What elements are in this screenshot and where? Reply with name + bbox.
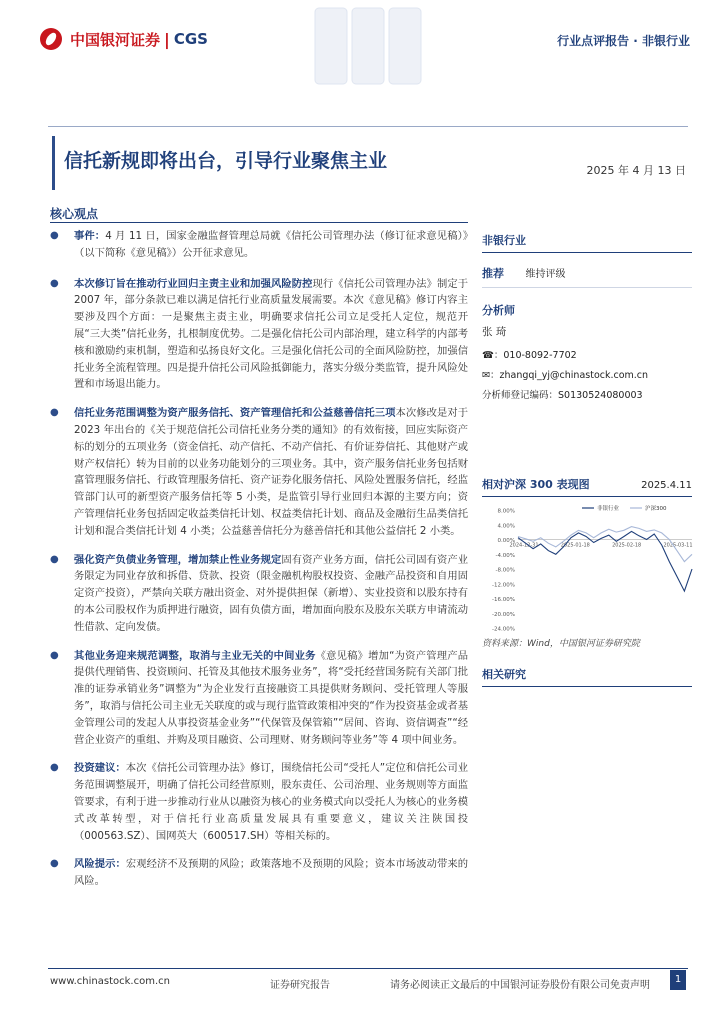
- bullet-icon: ●: [50, 230, 59, 241]
- main-content: [48, 222, 468, 890]
- paragraph-scope: [48, 405, 468, 539]
- paragraph-lead: 本次修订旨在推动行业回归主责主业和加强风险防控: [74, 277, 313, 290]
- x-tick-label: 2025-02-18: [612, 542, 642, 549]
- related-divider: [482, 686, 692, 687]
- rating-row: [482, 265, 692, 281]
- galaxy-logo-icon: [40, 28, 62, 50]
- analyst-name: 张 琦: [482, 326, 507, 338]
- logo-cn: 中国银河证券: [70, 30, 161, 49]
- related-heading: 相关研究: [482, 668, 526, 681]
- y-tick-label: -16.00%: [492, 597, 515, 603]
- paragraph-lead: 其他业务迎来规范调整，取消与主业无关的中间业务: [74, 649, 316, 662]
- chart-source: 资料来源：Wind，中国银河证券研究院: [482, 639, 640, 649]
- paragraph-lead: 投资建议：: [74, 762, 126, 775]
- bullet-icon: ●: [50, 762, 59, 774]
- y-tick-label: -8.00%: [495, 567, 515, 574]
- email-icon: ✉: [482, 370, 490, 381]
- chart-heading: 相对沪深 300 表现图: [482, 478, 590, 491]
- y-tick-label: 4.00%: [497, 523, 515, 530]
- bullet-icon: ●: [50, 277, 59, 289]
- paragraph-text: 现行《信托公司管理办法》制定于 2007 年，部分条款已难以满足信托行业高质量发展需要。本次《意见稿》修订内容主要涉及四个方面：一是聚焦主责主业，明确要求信托公司立足受托人定位，规范开展“三大类”信托业务，扎根制度优势。二是强化信托公司内部治理，建立科学的内部考核和激励约束机制，塑造和弘扬良好文化。三是强化信托公司的全面风险防控，加强信托业务全流程管理。四是提升信托公司风险抵御能力，落实分级分类监管，提升风险处置和市场退出能力。: [74, 277, 469, 391]
- rating-value: 维持评级: [525, 269, 566, 280]
- sidebar-related: [482, 666, 692, 687]
- logo-separator: |: [164, 29, 170, 49]
- paragraph-lead: 事件：: [74, 230, 106, 242]
- rating-label: 推荐: [482, 267, 504, 280]
- sector-divider: [482, 252, 692, 253]
- sidebar-sector: [482, 232, 692, 401]
- x-tick-label: 2025-03-11: [663, 542, 693, 549]
- paragraph-purpose: [48, 276, 468, 394]
- footer-divider: [48, 968, 688, 969]
- rating-divider: [482, 287, 692, 288]
- y-tick-label: -12.00%: [492, 582, 515, 589]
- company-logo: [40, 28, 208, 50]
- paragraph-text: 4 月 11 日，国家金融监督管理总局就《信托公司管理办法（修订征求意见稿）》（以下简称《意见稿》）公开征求意见。: [74, 230, 469, 259]
- paragraph-lead: 风险提示：: [74, 858, 126, 871]
- sector-heading: 非银行业: [482, 234, 526, 247]
- paragraph-balance: [48, 552, 468, 636]
- title-accent: [52, 136, 55, 190]
- sidebar-chart-heading: [482, 476, 692, 497]
- email-address[interactable]: zhangqi_yj@chinastock.com.cn: [499, 370, 649, 381]
- bullet-icon: ●: [50, 407, 59, 419]
- paragraph-risk: [48, 856, 468, 890]
- chart-divider: [482, 496, 692, 497]
- paragraph-lead: 信托业务范围调整为资产服务信托、资产管理信托和公益慈善信托三项: [74, 407, 396, 420]
- logo-en: CGS: [173, 30, 208, 48]
- y-tick-label: -24.00%: [492, 626, 515, 633]
- analyst-heading: 分析师: [482, 304, 515, 317]
- header-divider: [48, 126, 688, 127]
- chart-date: 2025.4.11: [641, 480, 692, 491]
- y-tick-label: -4.00%: [495, 552, 515, 559]
- cgs-watermark-icon: [300, 6, 430, 86]
- phone-number: 010-8092-7702: [503, 350, 577, 361]
- phone-icon: ☎: [482, 350, 494, 361]
- page-header: [0, 0, 724, 90]
- core-heading: 核心观点: [50, 207, 99, 221]
- bullet-icon: ●: [50, 553, 59, 565]
- y-tick-label: -20.00%: [492, 611, 515, 618]
- license-number: 分析师登记编码：S0130524080003: [482, 390, 643, 401]
- footer-center: 证券研究报告: [270, 980, 330, 991]
- email-row: ✉：zhangqi_yj@chinastock.com.cn: [482, 370, 649, 381]
- paragraph-text: 宏观经济不及预期的风险；政策落地不及预期的风险；资本市场波动带来的风险。: [74, 858, 469, 888]
- paragraph-text: 固有资产业务方面，信托公司固有资产业务限定为同业存放和拆借、贷款、投资（限金融机构股权投资、金融产品投资和自用固定资产投资），严禁向关联方融出资金、对外提供担保（新增）、实业投资和以股东持有的本公司股权作为质押进行融资，固有负债方面，增加面向股东及股东关联方申请流动性借款、定向发债。: [74, 553, 468, 633]
- x-tick-label: 2024-12-31: [509, 542, 539, 549]
- paragraph-event: [48, 228, 468, 262]
- phone-row: ☎：010-8092-7702: [482, 350, 577, 361]
- footer-disclaimer: 请务必阅读正文最后的中国银河证券股份有限公司免责声明: [390, 980, 650, 991]
- bullet-icon: ●: [50, 649, 59, 661]
- paragraph-text: 《意见稿》增加“为资产管理产品提供代理销售、投资顾问、托管及其他技术服务业务”，将“受托经营国务院有关部门批准的证券承销业务”调整为“为企业发行直接融资工具提供财务顾问、受托管理人等服务”，取消与信托公司主业无关联度的或与现行监管政策相冲突的“作为投资基金或者基金管理公司的发起人从事投资基金业务”“代保管及保管箱”“居间、咨询、资信调查”“经营企业资产的重组、并购及项目融资、公司理财、财务顾问等业务”等 4 项中间业务。: [74, 649, 469, 746]
- y-tick-label: 8.00%: [497, 508, 515, 515]
- report-tag: 行业点评报告 · 非银行业: [557, 34, 690, 48]
- paragraph-lead: 强化资产负债业务管理，增加禁止性业务规定: [74, 553, 282, 566]
- relative-performance-chart: [482, 500, 696, 640]
- legend-label-hs300: 沪深300: [645, 506, 667, 512]
- paragraph-advice: [48, 760, 468, 844]
- report-date: 2025 年 4 月 13 日: [586, 164, 686, 177]
- y-tick-label: 0.00%: [497, 538, 515, 544]
- x-tick-label: 2025-01-18: [560, 542, 590, 549]
- paragraph-other: [48, 648, 468, 749]
- legend-label-nonbank: 非银行业: [597, 506, 620, 512]
- bullet-icon: ●: [50, 858, 59, 870]
- page-title: 信托新规即将出台，引导行业聚焦主业: [64, 150, 388, 172]
- paragraph-text: 本次修改是对于 2023 年出台的《关于规范信托公司信托业务分类的通知》的有效衔接，回应实际资产标的划分的五项业务（资金信托、动产信托、不动产信托、有价证券信托、其他财产或财产权信托）转为目前的以业务功能划分的三项业务。其中，资产服务信托业务包括财富管理服务信托、行政管理服务信托、资产证券化服务信托、风险处置服务信托，经监管部门认可的新型资产服务信托等 5 小类，是监管引导行业回归本源的主要方向；资产管理信托业务包括固定收益类信托计划、权益类信托计划、商品及金融衍生品类信托计划和混合类信托计划 4 小类；公益慈善信托分为慈善信托和其他公益信托 2 小类。: [74, 407, 469, 537]
- paragraph-text: 本次《信托公司管理办法》修订，围绕信托公司“受托人”定位和信托公司业务范围调整展开，明确了信托公司经营原则，股东责任、公司治理、业务规则等方面监管要求，有利于进一步推动行业从以融资为核心的业务模式向以受托人为核心的业务模式改革转型，对于信托行业高质量发展具有重要意义，建议关注陕国投（000563.SZ）、国网英大（600517.SH）等相关标的。: [74, 762, 468, 842]
- page-number: 1: [670, 970, 686, 990]
- footer-site[interactable]: www.chinastock.com.cn: [50, 976, 170, 987]
